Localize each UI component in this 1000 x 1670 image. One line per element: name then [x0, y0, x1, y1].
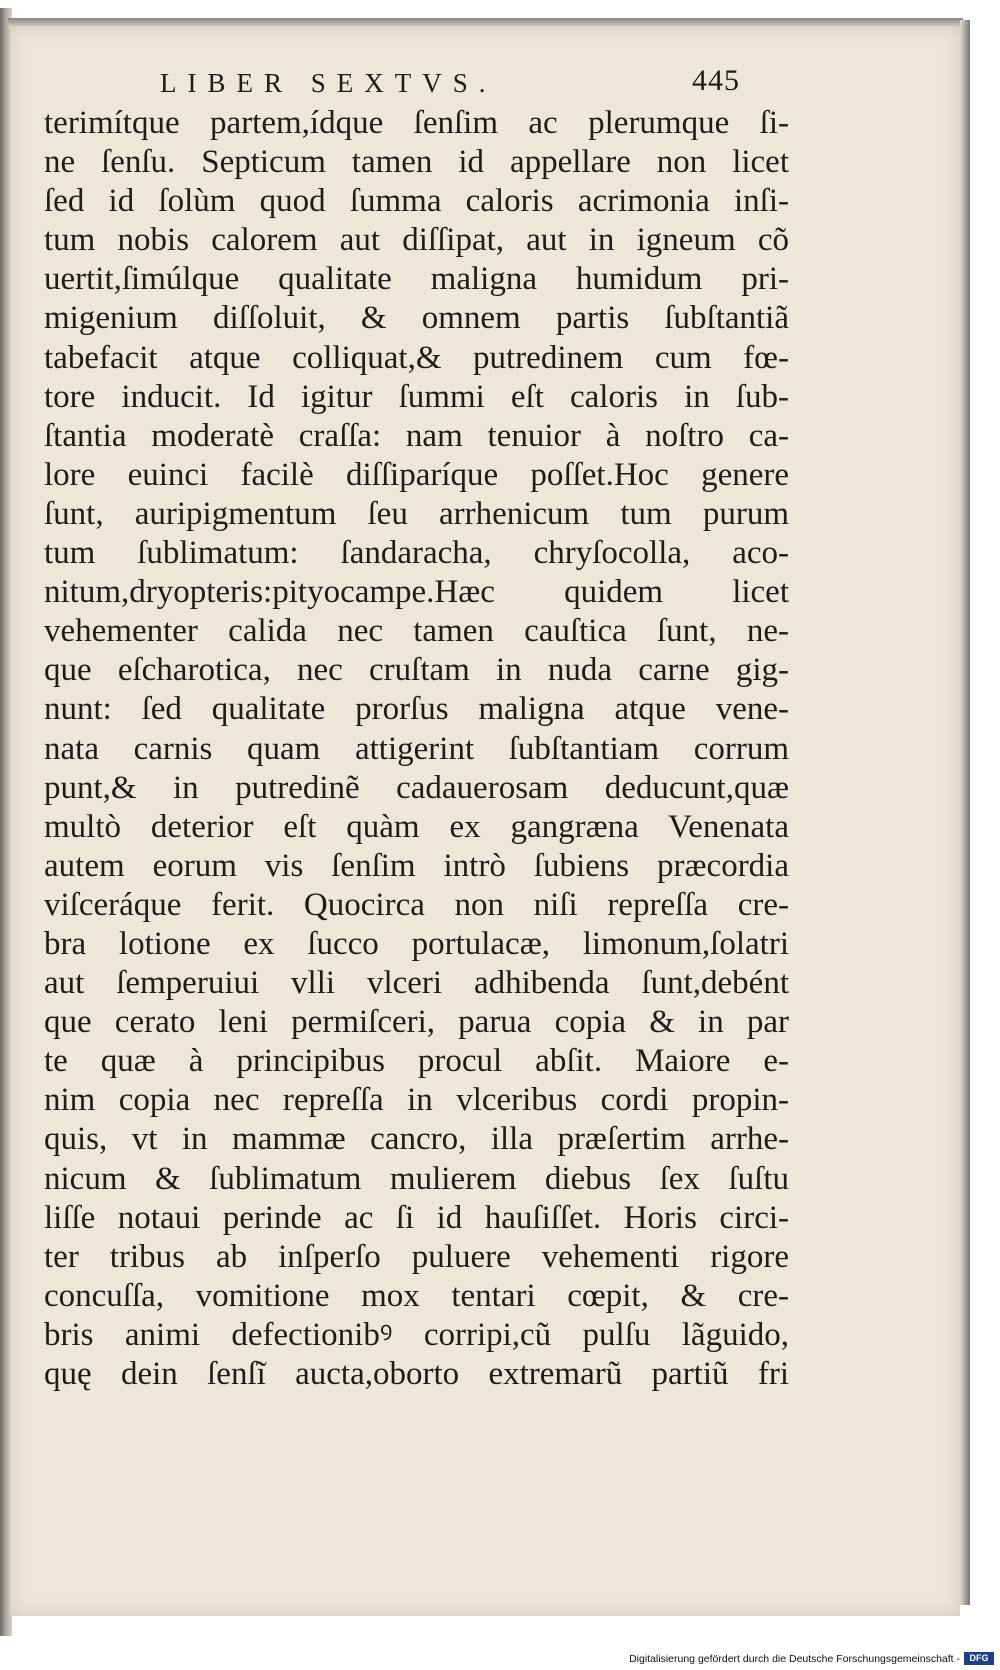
book-edge-right	[960, 20, 970, 1605]
page-number: 445	[692, 64, 740, 97]
text-line: liſſe notaui perinde ac ſi id hauſiſſet. Horis circi-	[44, 1199, 789, 1236]
text-line: vehementer calida nec tamen cauſtica ſunt, ne-	[44, 613, 789, 650]
text-line: ſtantia moderatè craſſa: nam tenuior à noſtro ca-	[44, 417, 789, 454]
text-line: tore inducit. Id igitur ſummi eſt caloris in ſub-	[44, 378, 789, 415]
text-line: ſunt, auripigmentum ſeu arrhenicum tum purum	[44, 495, 789, 532]
text-line: viſceráque ferit. Quocirca non niſi repreſſa cre-	[44, 886, 789, 923]
body-text	[44, 104, 789, 1394]
funding-credit: Digitalisierung gefördert durch die Deutsche Forschungsgemeinschaft -	[629, 1653, 960, 1665]
text-line: bra lotione ex ſucco portulacæ, limonum,ſolatri	[44, 925, 789, 962]
text-line: punt,& in putredinẽ cadauerosam deducunt,quæ	[44, 769, 789, 806]
page-header	[160, 46, 780, 106]
text-line: migenium diſſoluit, & omnem partis ſubſtantiã	[44, 300, 789, 337]
text-line: autem eorum vis ſenſim intrò ſubiens præcordia	[44, 847, 789, 884]
text-line: quę dein ſenſĩ aucta,oborto extremarũ partiũ fri	[44, 1356, 789, 1392]
text-line: tabefacit atque colliquat,& putredinem cum fœ-	[44, 339, 789, 376]
text-line: nim copia nec repreſſa in vlceribus cordi propin-	[44, 1082, 789, 1119]
text-line: ſed id ſolùm quod ſumma caloris acrimonia inſi-	[44, 183, 789, 220]
text-line: lore euinci facilè diſſiparíque poſſet.Hoc genere	[44, 456, 789, 493]
text-line: aut ſemperuiui vlli vlceri adhibenda ſunt,debént	[44, 965, 789, 1002]
footer-bar	[0, 1650, 1000, 1670]
text-line: nicum & ſublimatum mulierem diebus ſex ſuſtu	[44, 1160, 789, 1197]
text-line: bris animi defectionibꝰ corripi,cũ pulſu lãguido,	[44, 1316, 789, 1353]
text-line: ter tribus ab inſperſo puluere vehementi rigore	[44, 1238, 789, 1275]
text-line: que cerato leni permiſceri, parua copia & in par	[44, 1004, 789, 1041]
text-line: nunt: ſed qualitate prorſus maligna atque vene-	[44, 691, 789, 728]
text-line: tum ſublimatum: ſandaracha, chryſocolla, aco-	[44, 535, 789, 572]
text-line: ne ſenſu. Septicum tamen id appellare non licet	[44, 144, 789, 181]
text-line: uertit,ſimúlque qualitate maligna humidum pri-	[44, 261, 789, 298]
text-line: terimítque partem,ídque ſenſim ac plerumque ſi-	[44, 105, 789, 141]
text-line: concuſſa, vomitione mox tentari cœpit, & cre-	[44, 1277, 789, 1314]
running-head: LIBER SEXTVS.	[160, 68, 497, 98]
text-line: nitum,dryopteris:pityocampe.Hæc quidem licet	[44, 574, 789, 611]
text-line: tum nobis calorem aut diſſipat, aut in igneum cõ	[44, 222, 789, 259]
text-line: nata carnis quam attigerint ſubſtantiam corrum	[44, 730, 789, 767]
text-line: quis, vt in mammæ cancro, illa præſertim arrhe-	[44, 1121, 789, 1158]
text-line: multò deterior eſt quàm ex gangræna Venenata	[44, 808, 789, 845]
text-line: te quæ à principibus procul abſit. Maiore e-	[44, 1043, 789, 1080]
text-line: que eſcharotica, nec cruſtam in nuda carne gig-	[44, 652, 789, 689]
dfg-logo: DFG	[964, 1652, 994, 1665]
